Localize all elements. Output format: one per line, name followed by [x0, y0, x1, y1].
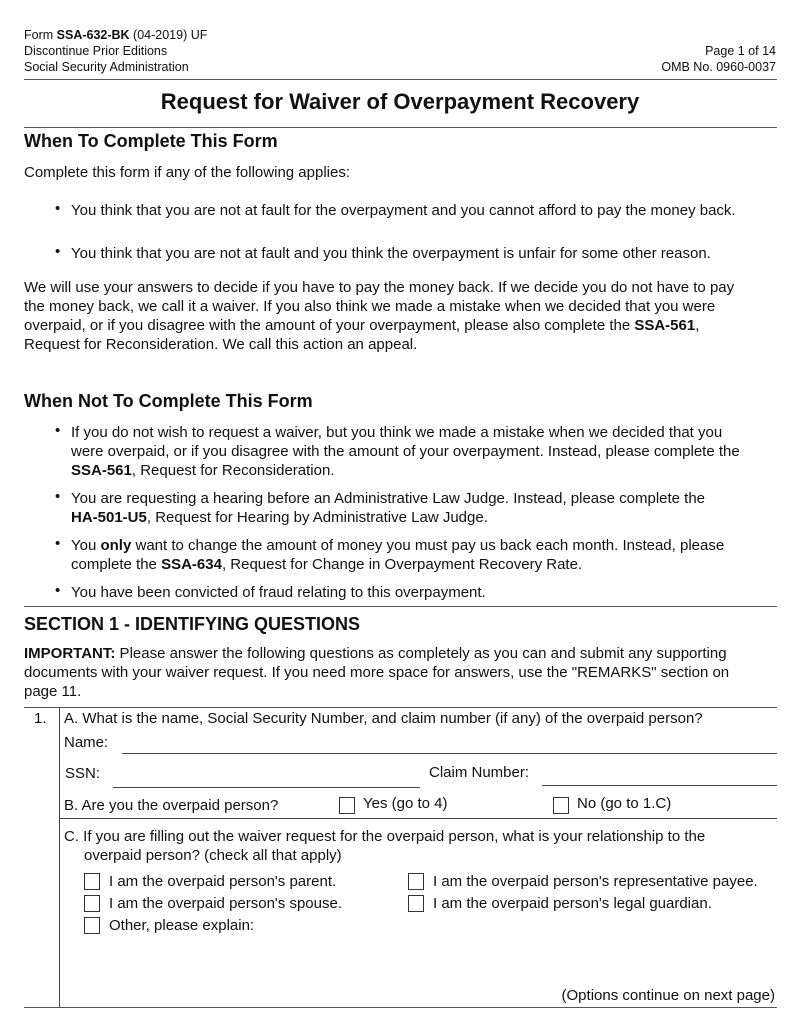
table-top-rule: [24, 707, 777, 708]
para-line: We will use your answers to decide if you have to pay the money back. If we decide you do not have to pay: [24, 279, 735, 296]
parent-label: I am the overpaid person's parent.: [109, 873, 337, 890]
divider: [24, 127, 777, 128]
name-field[interactable]: [122, 753, 777, 754]
no-checkbox[interactable]: [553, 797, 569, 814]
page-title: Request for Waiver of Overpayment Recovery: [160, 89, 640, 114]
payee-label: I am the overpaid person's representative payee.: [433, 873, 758, 890]
spouse-label: I am the overpaid person's spouse.: [109, 895, 342, 912]
continue-note: (Options continue on next page): [561, 987, 775, 1004]
bullet-text: You only want to change the amount of money you must pay us back each month. Instead, please: [71, 537, 725, 554]
form-id: Form SSA-632-BK (04-2019) UF: [24, 28, 208, 42]
para-line: the money back, we call it a waiver. If you also think we made a mistake when we decided that you were: [24, 298, 716, 315]
bullet-icon: •: [55, 243, 61, 260]
bullet-text: complete the SSA-634, Request for Change in Overpayment Recovery Rate.: [71, 556, 583, 573]
column-divider: [59, 707, 60, 1007]
spouse-checkbox[interactable]: [84, 895, 100, 912]
no-label: No (go to 1.C): [577, 795, 672, 812]
bullet-icon: •: [55, 582, 61, 599]
when-heading: When To Complete This Form: [24, 131, 278, 151]
yes-label: Yes (go to 4): [363, 795, 448, 812]
page-number: Page 1 of 14: [705, 44, 776, 58]
when-not-heading: When Not To Complete This Form: [24, 391, 313, 411]
bullet-icon: •: [55, 535, 61, 552]
ssn-label: SSN:: [65, 765, 101, 782]
when-intro: Complete this form if any of the following applies:: [24, 164, 350, 181]
when-bullet: You think that you are not at fault and you think the overpayment is unfair for some other reason.: [71, 245, 711, 262]
table-bottom-rule: [24, 1007, 777, 1008]
parent-checkbox[interactable]: [84, 873, 100, 890]
payee-checkbox[interactable]: [408, 873, 424, 890]
bullet-text: HA-501-U5, Request for Hearing by Administrative Law Judge.: [71, 509, 488, 526]
bullet-text: You are requesting a hearing before an Administrative Law Judge. Instead, please complete the: [71, 490, 706, 507]
para-line: overpaid, or if you disagree with the amount of your overpayment, please also complete the SSA-561,: [24, 317, 700, 334]
para-line: Request for Reconsideration. We call this action an appeal.: [24, 336, 418, 353]
important-line: page 11.: [24, 683, 82, 700]
important-line: documents with your waiver request. If you need more space for answers, use the "REMARKS" section on: [24, 664, 730, 681]
claim-number-label: Claim Number:: [429, 764, 530, 781]
name-label: Name:: [64, 734, 109, 751]
bullet-text: SSA-561, Request for Reconsideration.: [71, 462, 335, 479]
claim-number-field[interactable]: [542, 785, 777, 786]
bullet-text: You have been convicted of fraud relating to this overpayment.: [71, 584, 486, 601]
guardian-label: I am the overpaid person's legal guardian.: [433, 895, 712, 912]
editions: Discontinue Prior Editions: [24, 44, 168, 58]
divider: [24, 79, 777, 80]
omb-number: OMB No. 0960-0037: [661, 60, 776, 74]
yes-checkbox[interactable]: [339, 797, 355, 814]
bullet-text: If you do not wish to request a waiver, but you think we made a mistake when we decided that you: [71, 424, 723, 441]
divider: [59, 818, 777, 819]
bullet-icon: •: [55, 200, 61, 217]
question-1b: B. Are you the overpaid person?: [64, 797, 279, 814]
question-1c: overpaid person? (check all that apply): [84, 847, 342, 864]
important-line: IMPORTANT: Please answer the following questions as completely as you can and submit any supporting: [24, 645, 727, 662]
section1-heading: SECTION 1 - IDENTIFYING QUESTIONS: [24, 614, 361, 634]
ssn-field[interactable]: [113, 787, 420, 788]
other-checkbox[interactable]: [84, 917, 100, 934]
bullet-icon: •: [55, 488, 61, 505]
agency: Social Security Administration: [24, 60, 189, 74]
guardian-checkbox[interactable]: [408, 895, 424, 912]
when-bullet: You think that you are not at fault for the overpayment and you cannot afford to pay the money back.: [71, 202, 736, 219]
divider: [24, 606, 777, 607]
question-1c: C. If you are filling out the waiver request for the overpaid person, what is your relationship to the: [64, 828, 706, 845]
question-number: 1.: [34, 710, 47, 727]
question-1a: A. What is the name, Social Security Number, and claim number (if any) of the overpaid person?: [64, 710, 703, 727]
other-label: Other, please explain:: [109, 917, 255, 934]
bullet-icon: •: [55, 422, 61, 439]
bullet-text: were overpaid, or if you disagree with the amount of your overpayment. Instead, please complete the: [71, 443, 740, 460]
